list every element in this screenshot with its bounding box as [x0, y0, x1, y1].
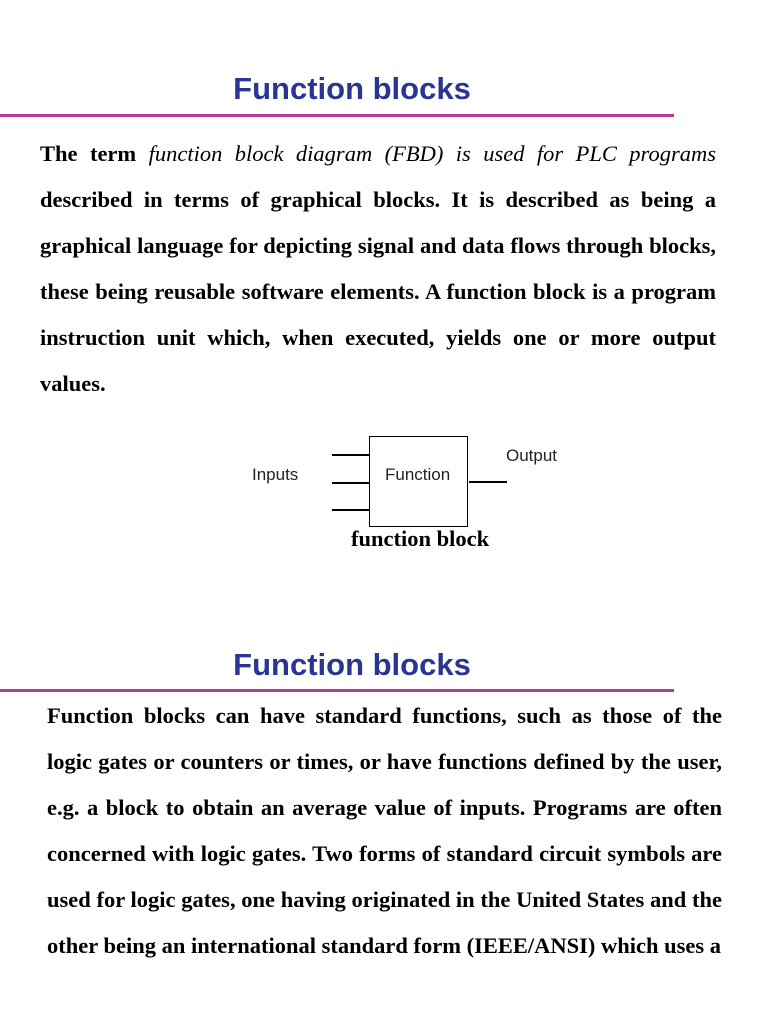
para-italic-term: function block diagram (FBD) is used for PLC programs — [148, 141, 716, 166]
slide-title: Function blocks — [233, 647, 471, 682]
function-label: Function — [385, 465, 451, 484]
body-paragraph — [40, 131, 716, 407]
diagram-caption: function block — [351, 526, 490, 551]
slide-title: Function blocks — [233, 71, 471, 106]
function-block-diagram — [240, 432, 580, 532]
output-line — [469, 481, 507, 483]
body-paragraph: Function blocks can have standard functions, such as those of the logic gates or counters or times, or have functions defined by the user, e.g. a block to obtain an average value of inputs. Programs are often concerned with logic gates. Two forms of standard circuit symbols are used for logic gates, one having originated in the United States and the other being an international standard form (IEEE/ANSI) which uses a — [47, 703, 722, 958]
output-label: Output — [506, 446, 558, 465]
input-line-1 — [332, 454, 369, 456]
slide-function-blocks-2 — [0, 600, 768, 1024]
input-line-3 — [332, 509, 369, 511]
input-line-2 — [332, 482, 369, 484]
inputs-label: Inputs — [252, 465, 299, 484]
title-underline — [0, 689, 674, 692]
para-lead: The term — [40, 141, 149, 166]
para-rest: described in terms of graphical blocks. It is described as being a graphical language for depicting signal and data flows through blocks, these being reusable software elements. A function block is a program instruction unit which, when executed, yields one or more output values. — [40, 187, 716, 396]
title-underline — [0, 114, 674, 117]
